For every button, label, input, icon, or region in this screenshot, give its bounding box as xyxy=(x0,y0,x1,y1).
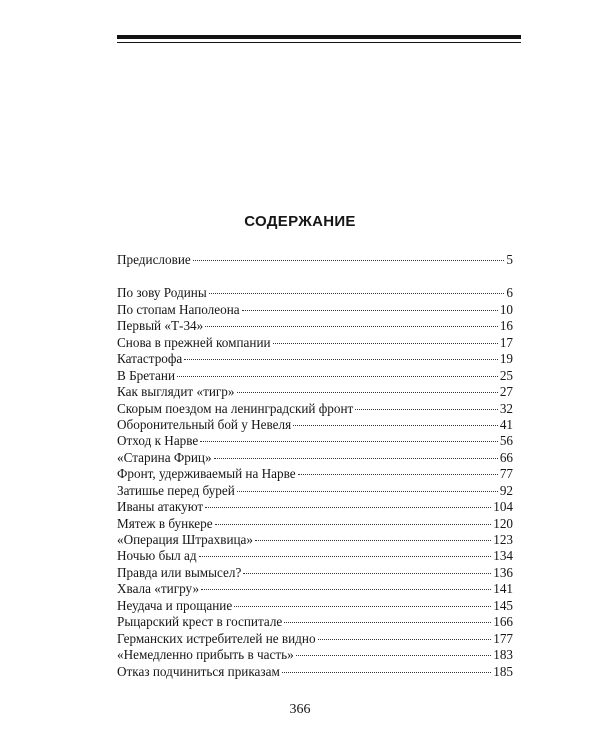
toc-entry xyxy=(117,384,513,400)
toc-entry xyxy=(117,614,513,630)
toc-entry-page: 104 xyxy=(493,499,513,515)
page-number: 366 xyxy=(289,702,311,717)
toc-entry xyxy=(117,499,513,515)
toc-entry-page: 141 xyxy=(493,581,513,597)
toc-entry xyxy=(117,417,513,433)
toc-entry-title: Снова в прежней компании xyxy=(117,334,271,350)
toc-entry xyxy=(117,351,513,367)
toc-entry-title: Предисловие xyxy=(117,252,191,267)
toc-entry xyxy=(117,647,513,663)
toc-entry xyxy=(117,450,513,466)
toc-dot-leader xyxy=(293,425,498,426)
toc-entry xyxy=(117,401,513,417)
toc-entry-page: 16 xyxy=(499,318,513,334)
toc-entry-title: «Старина Фриц» xyxy=(117,449,212,465)
toc-dot-leader xyxy=(355,409,497,410)
toc-entry-page: 10 xyxy=(499,301,513,317)
toc-entry xyxy=(117,598,513,614)
toc-entry-page: 27 xyxy=(499,384,513,400)
toc-entry-page: 32 xyxy=(499,400,513,416)
toc-entry-page: 136 xyxy=(493,564,513,580)
toc-entry xyxy=(117,252,513,268)
toc-dot-leader xyxy=(215,524,492,525)
header-rule xyxy=(117,35,521,39)
toc-entry-title: Первый «Т-34» xyxy=(117,318,204,334)
toc-entry xyxy=(117,302,513,318)
toc-dot-leader xyxy=(205,326,498,327)
toc-entry-title: Мятеж в бункере xyxy=(117,515,213,531)
toc-entry-title: Хвала «тигру» xyxy=(117,581,200,597)
toc-entry-page: 41 xyxy=(499,416,513,432)
toc-entry-page: 17 xyxy=(499,334,513,350)
toc-dot-leader xyxy=(243,573,491,574)
toc-dot-leader xyxy=(242,310,498,311)
toc-entry-page: 177 xyxy=(493,630,513,646)
toc-entry-title: Затишье перед бурей xyxy=(117,482,235,498)
toc-entry-page: 66 xyxy=(499,449,513,465)
toc-entry-title: «Операция Штрахвица» xyxy=(117,532,254,547)
toc-entry-title: Неудача и прощание xyxy=(117,597,233,613)
toc-entry-title: Иваны атакуют xyxy=(117,499,204,515)
toc-entry-title: Ночью был ад xyxy=(117,548,197,564)
toc-dot-leader xyxy=(237,491,498,492)
toc-entry-title: Как выглядит «тигр» xyxy=(117,384,235,400)
toc-entry-title: Германских истребителей не видно xyxy=(117,630,316,646)
header-rule-thin xyxy=(117,42,521,43)
table-of-contents xyxy=(117,252,513,680)
toc-entry-page: 5 xyxy=(506,252,513,267)
toc-dot-leader xyxy=(193,260,505,261)
toc-entry xyxy=(117,516,513,532)
toc-entry-title: Фронт, удерживаемый на Нарве xyxy=(117,466,296,482)
toc-entry xyxy=(117,631,513,647)
toc-dot-leader xyxy=(298,474,498,475)
toc-entry-page: 183 xyxy=(493,647,513,663)
toc-entry-title: По зову Родины xyxy=(117,285,207,301)
toc-entry-page: 6 xyxy=(506,285,513,301)
toc-entry xyxy=(117,548,513,564)
toc-entry xyxy=(117,466,513,482)
toc-entry-title: По стопам Наполеона xyxy=(117,301,240,317)
toc-dot-leader xyxy=(199,556,492,557)
toc-entry-page: 145 xyxy=(493,597,513,613)
toc-dot-leader xyxy=(284,622,491,623)
toc-dot-leader xyxy=(209,293,505,294)
toc-dot-leader xyxy=(177,376,498,377)
toc-entry xyxy=(117,581,513,597)
toc-entry xyxy=(117,532,513,548)
toc-dot-leader xyxy=(184,359,498,360)
toc-dot-leader xyxy=(296,655,491,656)
toc-entry xyxy=(117,318,513,334)
toc-entry-title: Оборонительный бой у Невеля xyxy=(117,416,292,432)
toc-entry-page: 56 xyxy=(499,433,513,449)
toc-entry-page: 166 xyxy=(493,614,513,630)
toc-entry-title: Катастрофа xyxy=(117,351,183,367)
toc-dot-leader xyxy=(273,343,498,344)
toc-entry-page: 25 xyxy=(499,367,513,383)
toc-entry-page: 77 xyxy=(499,466,513,482)
toc-entry-title: Отход к Нарве xyxy=(117,433,199,449)
toc-entry-page: 185 xyxy=(493,663,513,679)
toc-dot-leader xyxy=(255,540,491,541)
toc-entry xyxy=(117,285,513,301)
toc-entry xyxy=(117,335,513,351)
toc-entry-title: В Бретани xyxy=(117,367,176,383)
toc-entry-page: 120 xyxy=(493,515,513,531)
toc-dot-leader xyxy=(214,458,498,459)
toc-dot-leader xyxy=(237,392,498,393)
toc-entry xyxy=(117,368,513,384)
toc-dot-leader xyxy=(201,589,491,590)
toc-dot-leader xyxy=(200,441,498,442)
toc-entry-page: 134 xyxy=(493,548,513,564)
contents-title: СОДЕРЖАНИЕ xyxy=(244,213,356,230)
toc-entry-page: 19 xyxy=(499,351,513,367)
toc-dot-leader xyxy=(318,639,492,640)
toc-entry xyxy=(117,483,513,499)
toc-entry-title: Правда или вымысел? xyxy=(117,564,242,580)
toc-entry-page: 92 xyxy=(499,482,513,498)
toc-dot-leader xyxy=(234,606,491,607)
toc-entry-title: Скорым поездом на ленинградский фронт xyxy=(117,400,354,416)
toc-dot-leader xyxy=(205,507,491,508)
toc-entry xyxy=(117,565,513,581)
toc-entry xyxy=(117,433,513,449)
toc-entry xyxy=(117,664,513,680)
toc-entry-title: «Немедленно прибыть в часть» xyxy=(117,647,294,663)
toc-entry-title: Отказ подчиниться приказам xyxy=(117,663,280,679)
toc-entry-title: Рыцарский крест в госпитале xyxy=(117,614,283,630)
toc-dot-leader xyxy=(282,672,491,673)
toc-entry-page: 123 xyxy=(493,532,513,547)
